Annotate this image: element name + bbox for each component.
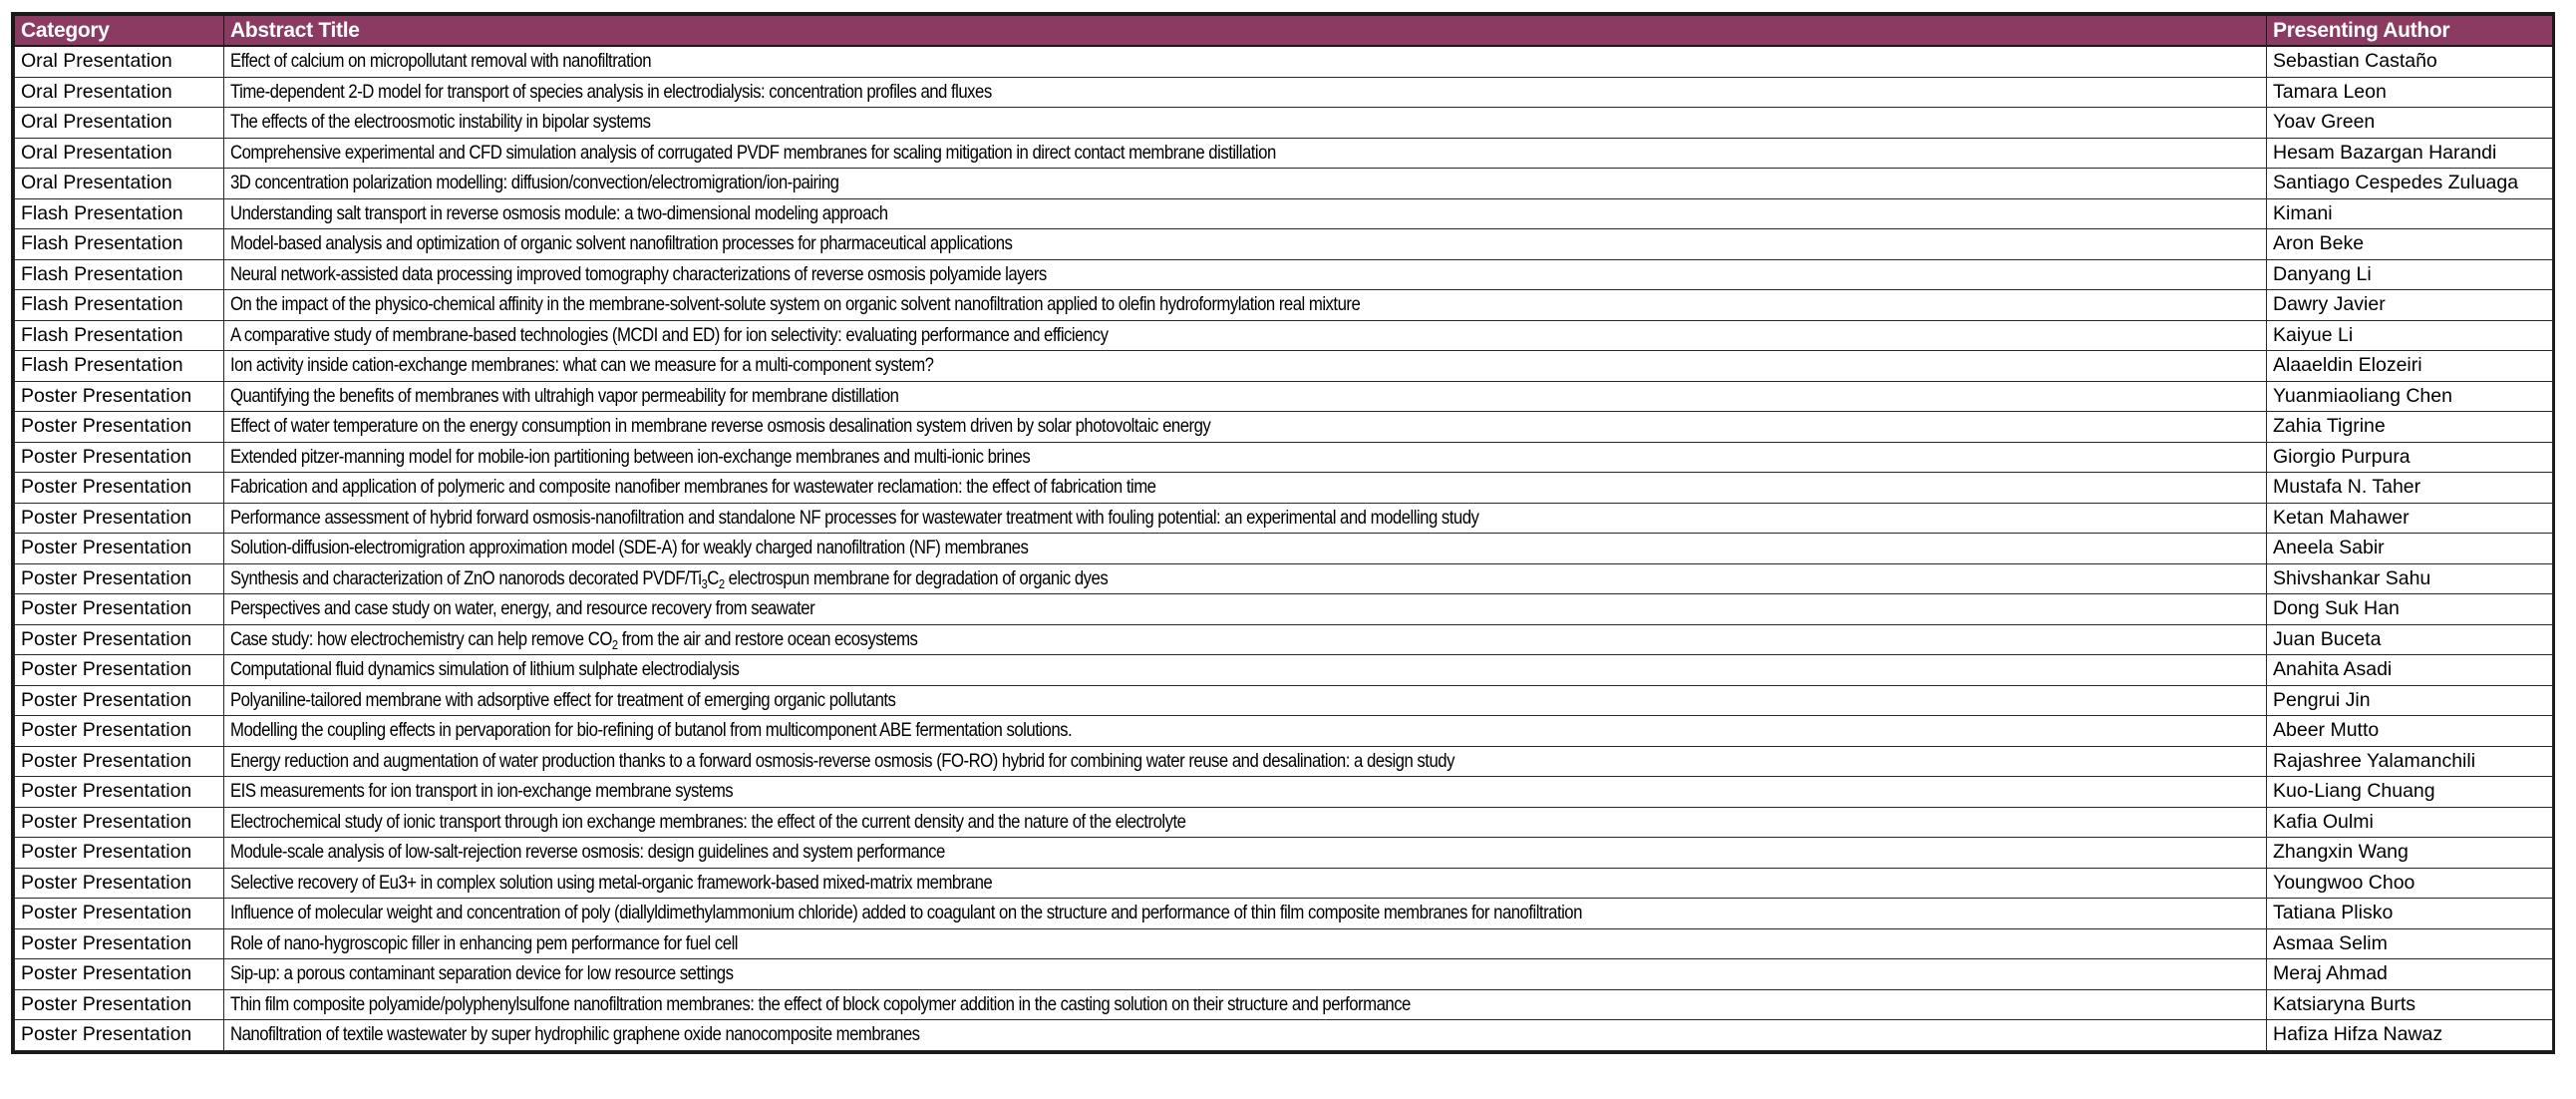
- abstract-title-cell: [224, 412, 2267, 443]
- presenting-author-cell: Anahita Asadi: [2267, 655, 2553, 686]
- abstract-title-text: Effect of water temperature on the energy consumption in membrane reverse osmosis desalination system driven by solar photovoltaic energy: [230, 415, 1211, 438]
- table-row: [15, 412, 2553, 443]
- presenting-author-cell: Tatiana Plisko: [2267, 899, 2553, 929]
- category-cell: Poster Presentation: [15, 746, 224, 777]
- category-cell: Oral Presentation: [15, 46, 224, 77]
- abstract-title-cell: [224, 655, 2267, 686]
- table-row: [15, 229, 2553, 260]
- table-row: [15, 989, 2553, 1020]
- abstract-title-cell: [224, 899, 2267, 929]
- category-cell: Poster Presentation: [15, 777, 224, 808]
- abstract-title-cell: [224, 442, 2267, 473]
- abstract-title-text: Perspectives and case study on water, energy, and resource recovery from seawater: [230, 597, 815, 620]
- abstract-title-text: Extended pitzer-manning model for mobile-ion partitioning between ion-exchange membranes and multi-ionic brines: [230, 445, 1031, 468]
- abstracts-table-container: [11, 12, 2555, 1054]
- abstract-title-cell: [224, 685, 2267, 716]
- table-row: [15, 259, 2553, 290]
- title-fragment: C: [707, 566, 719, 589]
- abstract-title-cell: [224, 716, 2267, 747]
- presenting-author-cell: Yoav Green: [2267, 108, 2553, 139]
- abstract-title-cell: [224, 838, 2267, 869]
- category-cell: Oral Presentation: [15, 138, 224, 169]
- category-cell: Poster Presentation: [15, 655, 224, 686]
- category-cell: Poster Presentation: [15, 716, 224, 747]
- abstract-title-cell: [224, 746, 2267, 777]
- category-cell: Oral Presentation: [15, 77, 224, 108]
- presenting-author-cell: Dong Suk Han: [2267, 594, 2553, 625]
- category-cell: Oral Presentation: [15, 108, 224, 139]
- abstract-title-text: EIS measurements for ion transport in ion-exchange membrane systems: [230, 780, 734, 803]
- abstract-title-cell: [224, 989, 2267, 1020]
- presenting-author-cell: Ketan Mahawer: [2267, 503, 2553, 534]
- category-cell: Flash Presentation: [15, 290, 224, 321]
- table-row: [15, 108, 2553, 139]
- abstract-title-text: [230, 625, 917, 654]
- category-cell: Flash Presentation: [15, 198, 224, 229]
- abstract-title-cell: [224, 868, 2267, 899]
- abstract-title-text: Performance assessment of hybrid forward osmosis-nanofiltration and standalone NF processes for wastewater treatment with fouling potential: an experimental and modelling study: [230, 506, 1479, 529]
- title-fragment: electrospun membrane for degradation of organic dyes: [724, 566, 1109, 589]
- abstract-title-text: Electrochemical study of ionic transport through ion exchange membranes: the effect of the current density and the nature of the electrolyte: [230, 810, 1186, 833]
- abstract-title-cell: [224, 290, 2267, 321]
- abstract-title-text: Effect of calcium on micropollutant removal with nanofiltration: [230, 50, 652, 73]
- presenting-author-cell: Dawry Javier: [2267, 290, 2553, 321]
- table-row: [15, 899, 2553, 929]
- presenting-author-cell: Kaiyue Li: [2267, 320, 2553, 351]
- presenting-author-cell: Santiago Cespedes Zuluaga: [2267, 169, 2553, 199]
- category-cell: Oral Presentation: [15, 169, 224, 199]
- title-fragment: from the air and restore ocean ecosystems: [617, 627, 918, 650]
- abstract-title-cell: [224, 169, 2267, 199]
- table-row: [15, 959, 2553, 990]
- category-cell: Poster Presentation: [15, 624, 224, 655]
- category-cell: Flash Presentation: [15, 229, 224, 260]
- abstract-title-text: Modelling the coupling effects in pervaporation for bio-refining of butanol from multicomponent ABE fermentation solutions.: [230, 719, 1073, 742]
- presenting-author-cell: Pengrui Jin: [2267, 685, 2553, 716]
- presenting-author-cell: Tamara Leon: [2267, 77, 2553, 108]
- abstract-title-text: Selective recovery of Eu3+ in complex solution using metal-organic framework-based mixed-matrix membrane: [230, 871, 993, 894]
- presenting-author-cell: Abeer Mutto: [2267, 716, 2553, 747]
- presenting-author-cell: Hafiza Hifza Nawaz: [2267, 1020, 2553, 1051]
- presenting-author-cell: Juan Buceta: [2267, 624, 2553, 655]
- table-row: [15, 351, 2553, 382]
- abstract-title-cell: [224, 229, 2267, 260]
- presenting-author-cell: Aron Beke: [2267, 229, 2553, 260]
- table-body: [15, 46, 2553, 1050]
- table-row: [15, 320, 2553, 351]
- abstract-title-cell: [224, 959, 2267, 990]
- category-cell: Flash Presentation: [15, 320, 224, 351]
- subscript-text: 2: [718, 575, 725, 591]
- abstract-title-text: Role of nano-hygroscopic filler in enhancing pem performance for fuel cell: [230, 931, 738, 954]
- abstracts-table: [14, 15, 2553, 1051]
- table-row: [15, 381, 2553, 412]
- abstract-title-cell: [224, 503, 2267, 534]
- presenting-author-cell: Shivshankar Sahu: [2267, 563, 2553, 594]
- category-cell: Poster Presentation: [15, 685, 224, 716]
- table-row: [15, 169, 2553, 199]
- category-cell: Poster Presentation: [15, 534, 224, 564]
- presenting-author-cell: Meraj Ahmad: [2267, 959, 2553, 990]
- abstract-title-text: Time-dependent 2-D model for transport of species analysis in electrodialysis: concentration profiles and fluxes: [230, 80, 992, 103]
- presenting-author-cell: Kuo-Liang Chuang: [2267, 777, 2553, 808]
- presenting-author-cell: Hesam Bazargan Harandi: [2267, 138, 2553, 169]
- abstract-title-text: On the impact of the physico-chemical affinity in the membrane-solvent-solute system on organic solvent nanofiltration applied to olefin hydroformylation real mixture: [230, 293, 1361, 316]
- abstract-title-cell: [224, 46, 2267, 77]
- presenting-author-cell: Yuanmiaoliang Chen: [2267, 381, 2553, 412]
- title-fragment: Case study: how electrochemistry can help remove CO: [230, 627, 612, 650]
- presenting-author-cell: Kafia Oulmi: [2267, 807, 2553, 838]
- table-row: [15, 928, 2553, 959]
- category-cell: Poster Presentation: [15, 503, 224, 534]
- category-cell: Poster Presentation: [15, 442, 224, 473]
- title-fragment: Synthesis and characterization of ZnO nanorods decorated PVDF/Ti: [230, 566, 702, 589]
- abstract-title-text: Polyaniline-tailored membrane with adsorptive effect for treatment of emerging organic pollutants: [230, 688, 896, 711]
- category-cell: Poster Presentation: [15, 868, 224, 899]
- table-row: [15, 534, 2553, 564]
- abstract-title-text: Neural network-assisted data processing improved tomography characterizations of reverse osmosis polyamide layers: [230, 262, 1047, 285]
- abstract-title-cell: [224, 198, 2267, 229]
- table-row: [15, 198, 2553, 229]
- category-cell: Poster Presentation: [15, 989, 224, 1020]
- presenting-author-cell: Youngwoo Choo: [2267, 868, 2553, 899]
- table-row: [15, 838, 2553, 869]
- table-row: [15, 685, 2553, 716]
- table-row: [15, 655, 2553, 686]
- abstract-title-text: [230, 564, 1108, 593]
- presenting-author-cell: Aneela Sabir: [2267, 534, 2553, 564]
- table-row: [15, 138, 2553, 169]
- category-cell: Poster Presentation: [15, 412, 224, 443]
- subscript-text: 3: [701, 575, 708, 591]
- presenting-author-cell: Katsiaryna Burts: [2267, 989, 2553, 1020]
- abstract-title-text: 3D concentration polarization modelling: diffusion/convection/electromigration/ion-pairing: [230, 172, 839, 194]
- abstract-title-text: Sip-up: a porous contaminant separation device for low resource settings: [230, 962, 734, 985]
- abstract-title-cell: [224, 928, 2267, 959]
- table-row: [15, 777, 2553, 808]
- presenting-author-cell: Zahia Tigrine: [2267, 412, 2553, 443]
- category-cell: Poster Presentation: [15, 1020, 224, 1051]
- table-row: [15, 1020, 2553, 1051]
- presenting-author-cell: Kimani: [2267, 198, 2553, 229]
- category-cell: Flash Presentation: [15, 351, 224, 382]
- header-category: Category: [15, 16, 224, 47]
- category-cell: Flash Presentation: [15, 259, 224, 290]
- category-cell: Poster Presentation: [15, 838, 224, 869]
- table-row: [15, 563, 2553, 594]
- presenting-author-cell: Alaaeldin Elozeiri: [2267, 351, 2553, 382]
- presenting-author-cell: Mustafa N. Taher: [2267, 473, 2553, 504]
- category-cell: Poster Presentation: [15, 899, 224, 929]
- table-row: [15, 746, 2553, 777]
- abstract-title-text: Thin film composite polyamide/polyphenylsulfone nanofiltration membranes: the effect of block copolymer addition in the casting solution on their structure and performance: [230, 992, 1411, 1015]
- abstract-title-text: Energy reduction and augmentation of water production thanks to a forward osmosis-reverse osmosis (FO-RO) hybrid for combining water reuse and desalination: a design study: [230, 749, 1454, 772]
- table-row: [15, 442, 2553, 473]
- presenting-author-cell: Rajashree Yalamanchili: [2267, 746, 2553, 777]
- abstract-title-cell: [224, 108, 2267, 139]
- abstract-title-text: Quantifying the benefits of membranes with ultrahigh vapor permeability for membrane distillation: [230, 384, 899, 407]
- abstract-title-cell: [224, 777, 2267, 808]
- abstract-title-cell: [224, 259, 2267, 290]
- category-cell: Poster Presentation: [15, 381, 224, 412]
- abstract-title-cell: [224, 381, 2267, 412]
- abstract-title-text: Computational fluid dynamics simulation of lithium sulphate electrodialysis: [230, 658, 740, 681]
- table-row: [15, 624, 2553, 655]
- abstract-title-cell: [224, 807, 2267, 838]
- abstract-title-text: Understanding salt transport in reverse osmosis module: a two-dimensional modeling approach: [230, 201, 888, 224]
- presenting-author-cell: Giorgio Purpura: [2267, 442, 2553, 473]
- abstract-title-text: The effects of the electroosmotic instability in bipolar systems: [230, 111, 651, 134]
- abstract-title-text: A comparative study of membrane-based technologies (MCDI and ED) for ion selectivity: evaluating performance and efficiency: [230, 323, 1109, 346]
- abstract-title-cell: [224, 594, 2267, 625]
- category-cell: Poster Presentation: [15, 807, 224, 838]
- category-cell: Poster Presentation: [15, 563, 224, 594]
- table-header-row: [15, 16, 2553, 47]
- abstract-title-text: Solution-diffusion-electromigration approximation model (SDE-A) for weakly charged nanofiltration (NF) membranes: [230, 537, 1029, 559]
- table-row: [15, 290, 2553, 321]
- abstract-title-text: Ion activity inside cation-exchange membranes: what can we measure for a multi-component system?: [230, 354, 934, 377]
- table-row: [15, 503, 2553, 534]
- table-row: [15, 868, 2553, 899]
- table-row: [15, 46, 2553, 77]
- abstract-title-cell: [224, 77, 2267, 108]
- abstract-title-text: Module-scale analysis of low-salt-rejection reverse osmosis: design guidelines and system performance: [230, 841, 945, 864]
- table-row: [15, 716, 2553, 747]
- category-cell: Poster Presentation: [15, 473, 224, 504]
- category-cell: Poster Presentation: [15, 959, 224, 990]
- abstract-title-text: Fabrication and application of polymeric and composite nanofiber membranes for wastewater reclamation: the effect of fabrication time: [230, 476, 1156, 499]
- table-row: [15, 77, 2553, 108]
- presenting-author-cell: Danyang Li: [2267, 259, 2553, 290]
- presenting-author-cell: Sebastian Castaño: [2267, 46, 2553, 77]
- abstract-title-cell: [224, 138, 2267, 169]
- abstract-title-cell: [224, 351, 2267, 382]
- category-cell: Poster Presentation: [15, 594, 224, 625]
- abstract-title-cell: [224, 624, 2267, 655]
- abstract-title-cell: [224, 534, 2267, 564]
- abstract-title-text: Influence of molecular weight and concentration of poly (diallyldimethylammonium chloride) added to coagulant on the structure and performance of thin film composite membranes for nanofiltration: [230, 902, 1582, 924]
- category-cell: Poster Presentation: [15, 928, 224, 959]
- header-abstract-title: Abstract Title: [224, 16, 2267, 47]
- table-row: [15, 807, 2553, 838]
- presenting-author-cell: Zhangxin Wang: [2267, 838, 2553, 869]
- table-row: [15, 594, 2553, 625]
- abstract-title-cell: [224, 1020, 2267, 1051]
- abstract-title-cell: [224, 320, 2267, 351]
- abstract-title-text: Comprehensive experimental and CFD simulation analysis of corrugated PVDF membranes for scaling mitigation in direct contact membrane distillation: [230, 141, 1276, 164]
- header-presenting-author: Presenting Author: [2267, 16, 2553, 47]
- abstract-title-cell: [224, 563, 2267, 594]
- abstract-title-text: Nanofiltration of textile wastewater by super hydrophilic graphene oxide nanocomposite membranes: [230, 1023, 920, 1046]
- table-row: [15, 473, 2553, 504]
- abstract-title-cell: [224, 473, 2267, 504]
- subscript-text: 2: [611, 636, 618, 652]
- abstract-title-text: Model-based analysis and optimization of organic solvent nanofiltration processes for pharmaceutical applications: [230, 232, 1013, 255]
- presenting-author-cell: Asmaa Selim: [2267, 928, 2553, 959]
